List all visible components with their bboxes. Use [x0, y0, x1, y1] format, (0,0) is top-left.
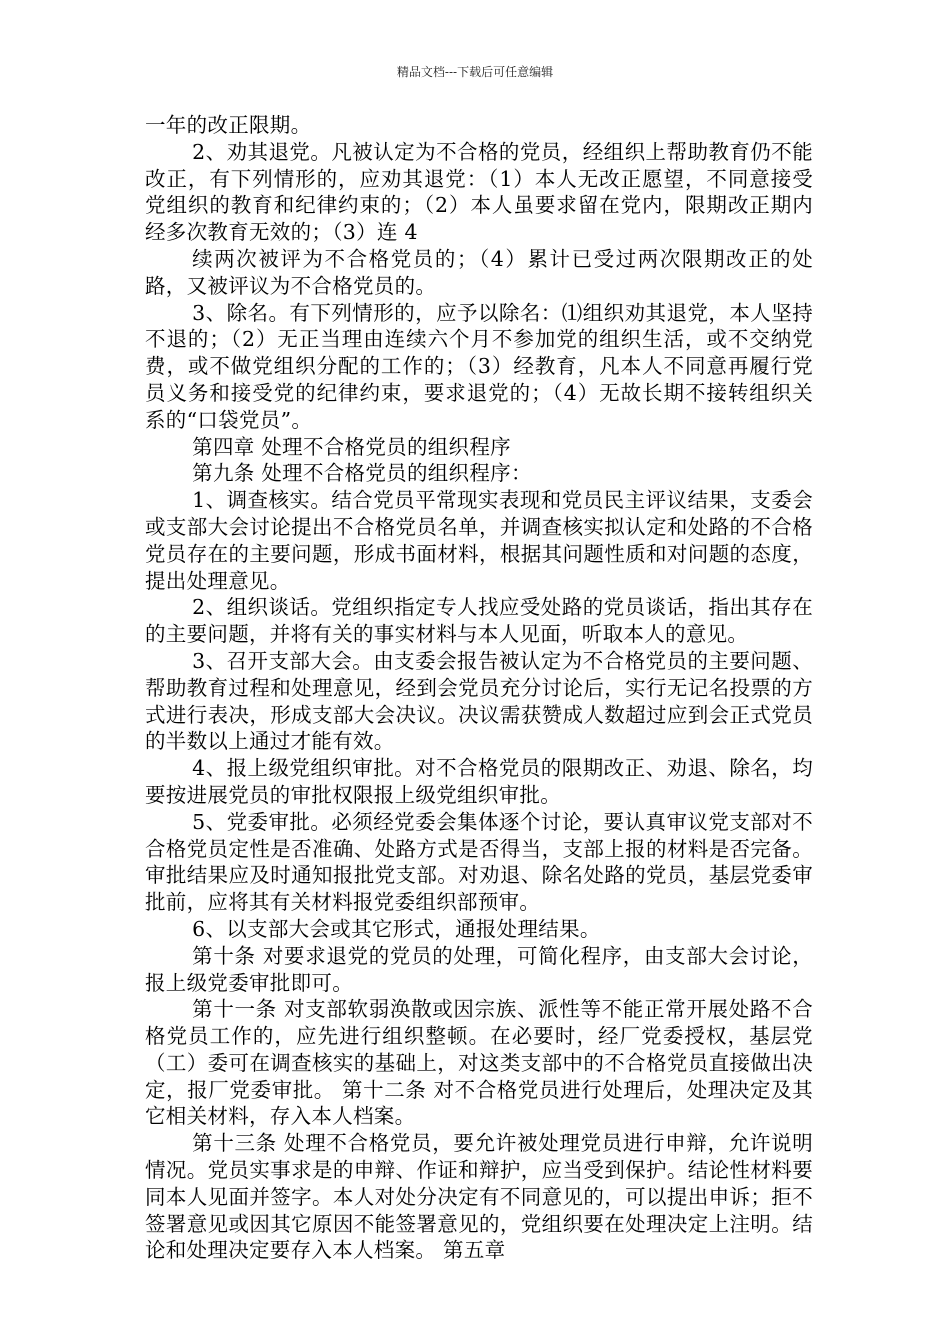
paragraph: 3、召开支部大会。由支委会报告被认定为不合格党员的主要问题、帮助教育过程和处理意见，经到会党员充分讨论后，实行无记名投票的方式进行表决，形成支部大会决议。决议需获赞成人数超过应到会正式党员的半数以上通过才能有效。: [145, 648, 813, 754]
paragraph: 5、党委审批。必须经党委会集体逐个讨论，要认真审议党支部对不合格党员定性是否准确、处路方式是否得当，支部上报的材料是否完备。审批结果应及时通知报批党支部。对劝退、除名处路的党员，基层党委审批前，应将其有关材料报党委组织部预审。: [145, 809, 813, 915]
paragraph: 4、报上级党组织审批。对不合格党员的限期改正、劝退、除名，均要按进展党员的审批权限报上级党组织审批。: [145, 756, 813, 807]
paragraph: 6、以支部大会或其它形式，通报处理结果。: [192, 916, 601, 941]
document-body: [145, 112, 813, 1264]
paragraph: 2、劝其退党。凡被认定为不合格的党员，经组织上帮助教育仍不能改正，有下列情形的，应劝其退党：（1）本人无改正愿望，不同意接受党组织的教育和纪律约束的；（2）本人虽要求留在党内，限期改正期内经多次教育无效的；（3）连 4: [145, 139, 813, 245]
paragraph: 第十一条 对支部软弱涣散或因宗族、派性等不能正常开展处路不合格党员工作的，应先进行组织整顿。在必要时，经厂党委授权，基层党（工）委可在调查核实的基础上，对这类支部中的不合格党员直接做出决定，报厂党委审批。 第十二条 对不合格党员进行处理后，处理决定及其它相关材料，存入本人档案。: [145, 997, 813, 1129]
paragraph: 1、调查核实。结合党员平常现实表现和党员民主评议结果，支委会或支部大会讨论提出不合格党员名单，并调查核实拟认定和处路的不合格党员存在的主要问题，形成书面材料，根据其问题性质和对问题的态度，提出处理意见。: [145, 488, 813, 593]
paragraph: 2、组织谈话。党组织指定专人找应受处路的党员谈话，指出其存在的主要问题，并将有关的事实材料与本人见面，听取本人的意见。: [145, 595, 813, 647]
page-header: 精品文档---下载后可任意编辑: [396, 65, 554, 79]
paragraph: 3、除名。有下列情形的，应予以除名：⑴组织劝其退党，本人坚持不退的；（2）无正当理由连续六个月不参加党的组织生活，或不交纳党费，或不做党组织分配的工作的；（3）经教育，凡本人不同意再履行党员义务和接受党的纪律约束，要求退党的；（4）无故长期不接转组织关系的“口袋党员”。: [145, 300, 813, 432]
paragraph: 第十条 对要求退党的党员的处理，可简化程序，由支部大会讨论，报上级党委审批即可。: [145, 943, 813, 995]
article-heading: 第九条 处理不合格党员的组织程序：: [192, 461, 532, 486]
paragraph: 续两次被评为不合格党员的；（4）累计已受过两次限期改正的处路，又被评议为不合格党员的。: [145, 246, 813, 298]
chapter-heading: 第四章 处理不合格党员的组织程序: [192, 434, 511, 459]
paragraph: 一年的改正限期。: [145, 113, 312, 137]
paragraph: 第十三条 处理不合格党员，要允许被处理党员进行申辩，允许说明情况。党员实事求是的申辩、作证和辩护，应当受到保护。结论性材料要同本人见面并签字。本人对处分决定有不同意见的，可以提出申诉；拒不签署意见或因其它原因不能签署意见的，党组织要在处理决定上注明。结论和处理决定要存入本人档案。 第五章: [145, 1131, 813, 1263]
